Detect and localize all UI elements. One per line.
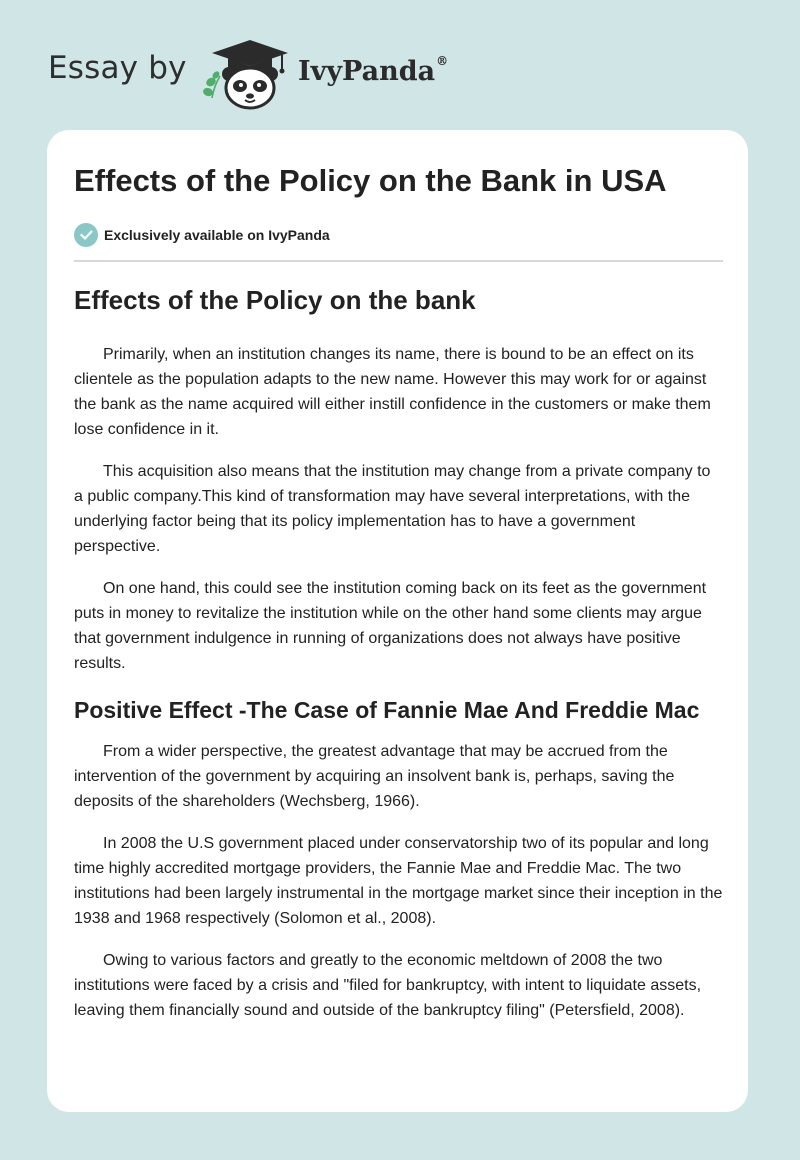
section-heading: Positive Effect -The Case of Fannie Mae And Freddie Mac xyxy=(74,697,700,723)
section-heading: Effects of the Policy on the bank xyxy=(74,285,476,315)
divider xyxy=(74,260,723,262)
paragraph: This acquisition also means that the institution may change from a private company to a public company.This kind of transformation may have several interpretations, with the underlying factor being that its policy implementation has to have a government perspective. xyxy=(74,463,711,555)
paragraph: On one hand, this could see the institution coming back on its feet as the government puts in money to revitalize the institution while on the other hand some clients may argue that government indulgence in running of organizations does not always have positive results. xyxy=(74,580,707,672)
check-icon xyxy=(74,223,98,247)
exclusive-badge xyxy=(74,223,330,247)
brand-text: IvyPanda xyxy=(298,56,436,87)
paragraph: Primarily, when an institution changes its name, there is bound to be an effect on its clientele as the population adapts to the new name. However this may work for or against the bank as the name acquired will either instill confidence in the customers or make them lose confidence in it. xyxy=(74,346,711,438)
article-card xyxy=(47,130,748,1112)
paragraph: In 2008 the U.S government placed under conservatorship two of its popular and long time highly accredited mortgage providers, the Fannie Mae and Freddie Mac. The two institutions had been largely instrumental in the mortgage market since their inception in the 1938 and 1968 respectively (Solomon et al., 2008). xyxy=(74,835,723,927)
ivy-leaf-icon xyxy=(202,70,221,98)
registered-mark: ® xyxy=(436,54,449,68)
site-header xyxy=(48,38,508,110)
essay-by-label: Essay by xyxy=(48,50,187,86)
panda-logo-icon[interactable] xyxy=(200,38,294,110)
paragraph: Owing to various factors and greatly to the economic meltdown of 2008 the two institutions were faced by a crisis and "filed for bankruptcy, with intent to liquidate assets, leaving them financially sound and outside of the bankruptcy filing" (Petersfield, 2008). xyxy=(74,952,702,1019)
article-title: Effects of the Policy on the Bank in USA xyxy=(74,163,667,198)
paragraph: From a wider perspective, the greatest advantage that may be accrued from the intervention of the government by acquiring an insolvent bank is, perhaps, saving the deposits of the shareholders (Wechsberg, 1966). xyxy=(74,743,675,810)
brand-name[interactable] xyxy=(298,56,448,87)
exclusive-label: Exclusively available on IvyPanda xyxy=(104,227,330,243)
article-body xyxy=(74,283,723,1040)
